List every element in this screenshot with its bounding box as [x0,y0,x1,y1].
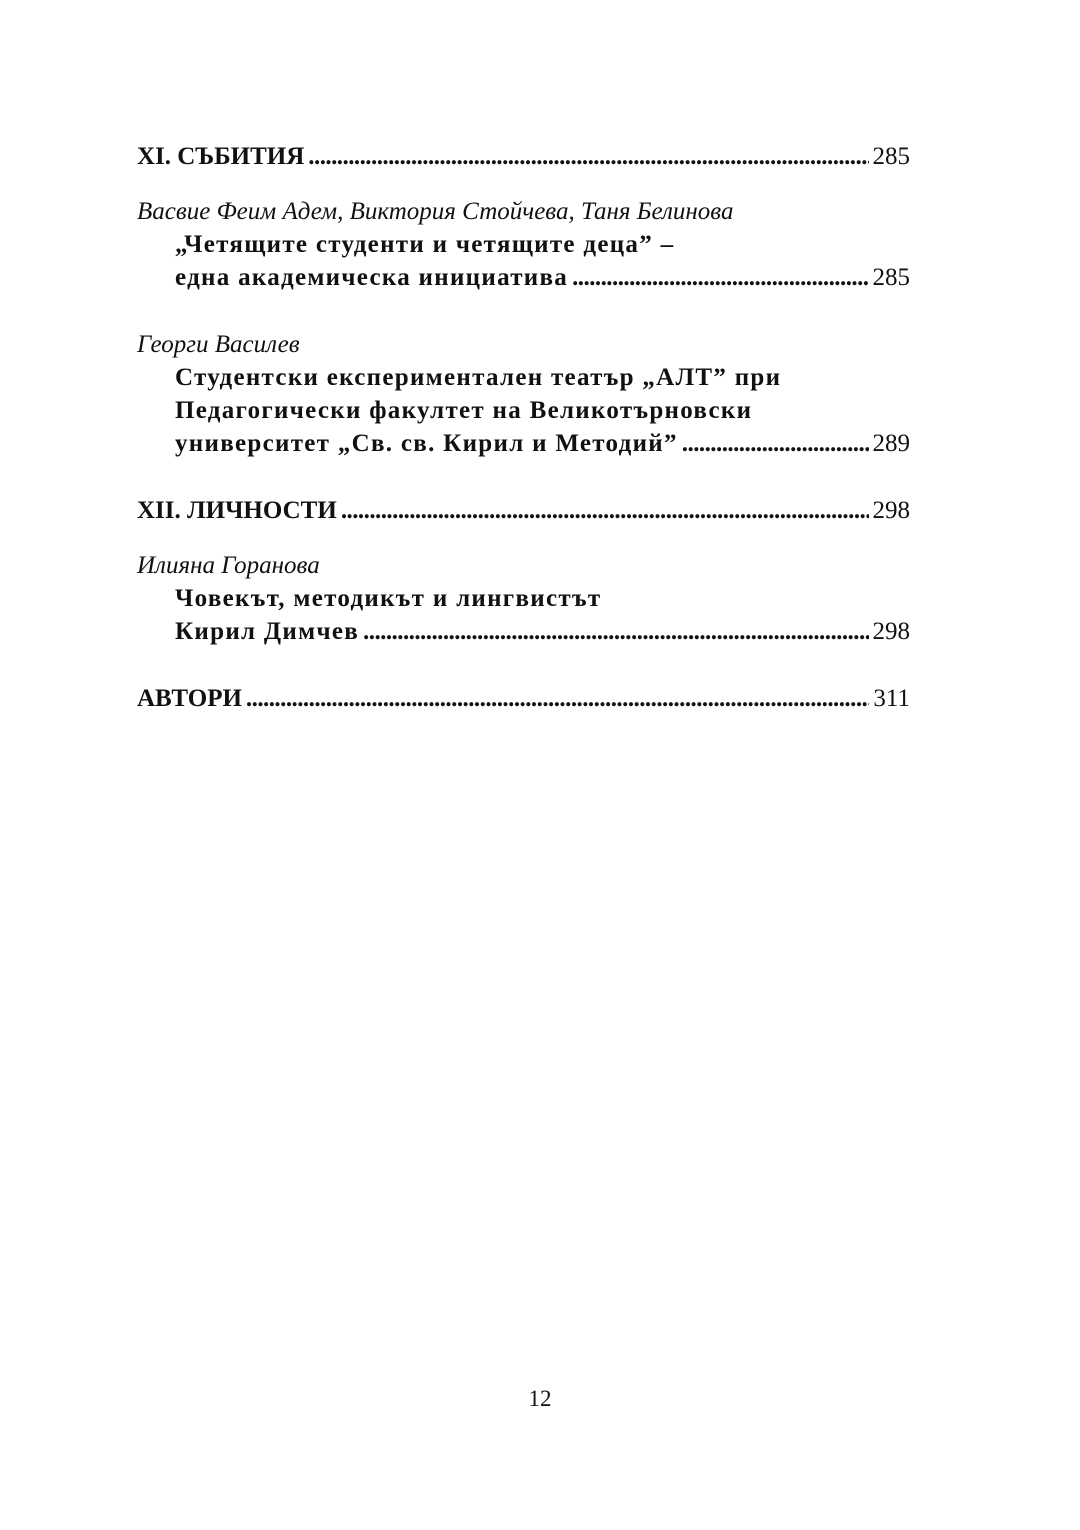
dot-leader [341,494,869,527]
entry-authors: Илияна Горанова [137,552,320,579]
dot-leader [572,261,868,294]
dot-leader [308,140,868,173]
page-number: 289 [872,430,910,457]
page-number: 285 [872,264,910,291]
dot-leader [363,615,868,648]
section-title: XII. ЛИЧНОСТИ [137,497,337,524]
entry-title-text: Кирил Димчев [175,618,360,645]
section-title: АВТОРИ [137,685,242,712]
dot-leader [682,427,869,460]
entry-authors: Георги Василев [137,331,300,358]
entry-title-text: университет „Св. св. Кирил и Методий” [175,430,678,457]
entry-title-line: „Четящите студенти и четящите деца” – [175,231,675,258]
entry-title-text: една академическа инициатива [175,264,569,291]
toc-section-xi [137,140,910,173]
page-number: 298 [872,618,910,645]
entry-authors: Васвие Феим Адем, Виктория Стойчева, Таня Белинова [137,198,734,225]
page-folio: 12 [528,1386,552,1411]
page-number: 298 [872,497,910,524]
page-number: 285 [872,143,910,170]
table-of-contents [137,140,910,715]
dot-leader [246,682,870,715]
toc-entry [137,328,910,460]
entry-title-line: Човекът, методикът и лингвистът [175,585,602,612]
entry-title-line: Педагогически факултет на Великотърновски [175,397,753,424]
entry-title-line-last [137,261,910,294]
section-title: XI. СЪБИТИЯ [137,143,305,170]
page-number: 311 [873,685,910,712]
toc-section-authors [137,682,910,715]
toc-entry [137,549,910,648]
toc-entry [137,195,910,294]
toc-section-xii [137,494,910,527]
entry-title-line-last [137,615,910,648]
entry-title-line-last [137,427,910,460]
entry-title-line: Студентски експериментален театър „АЛТ” при [175,364,782,391]
